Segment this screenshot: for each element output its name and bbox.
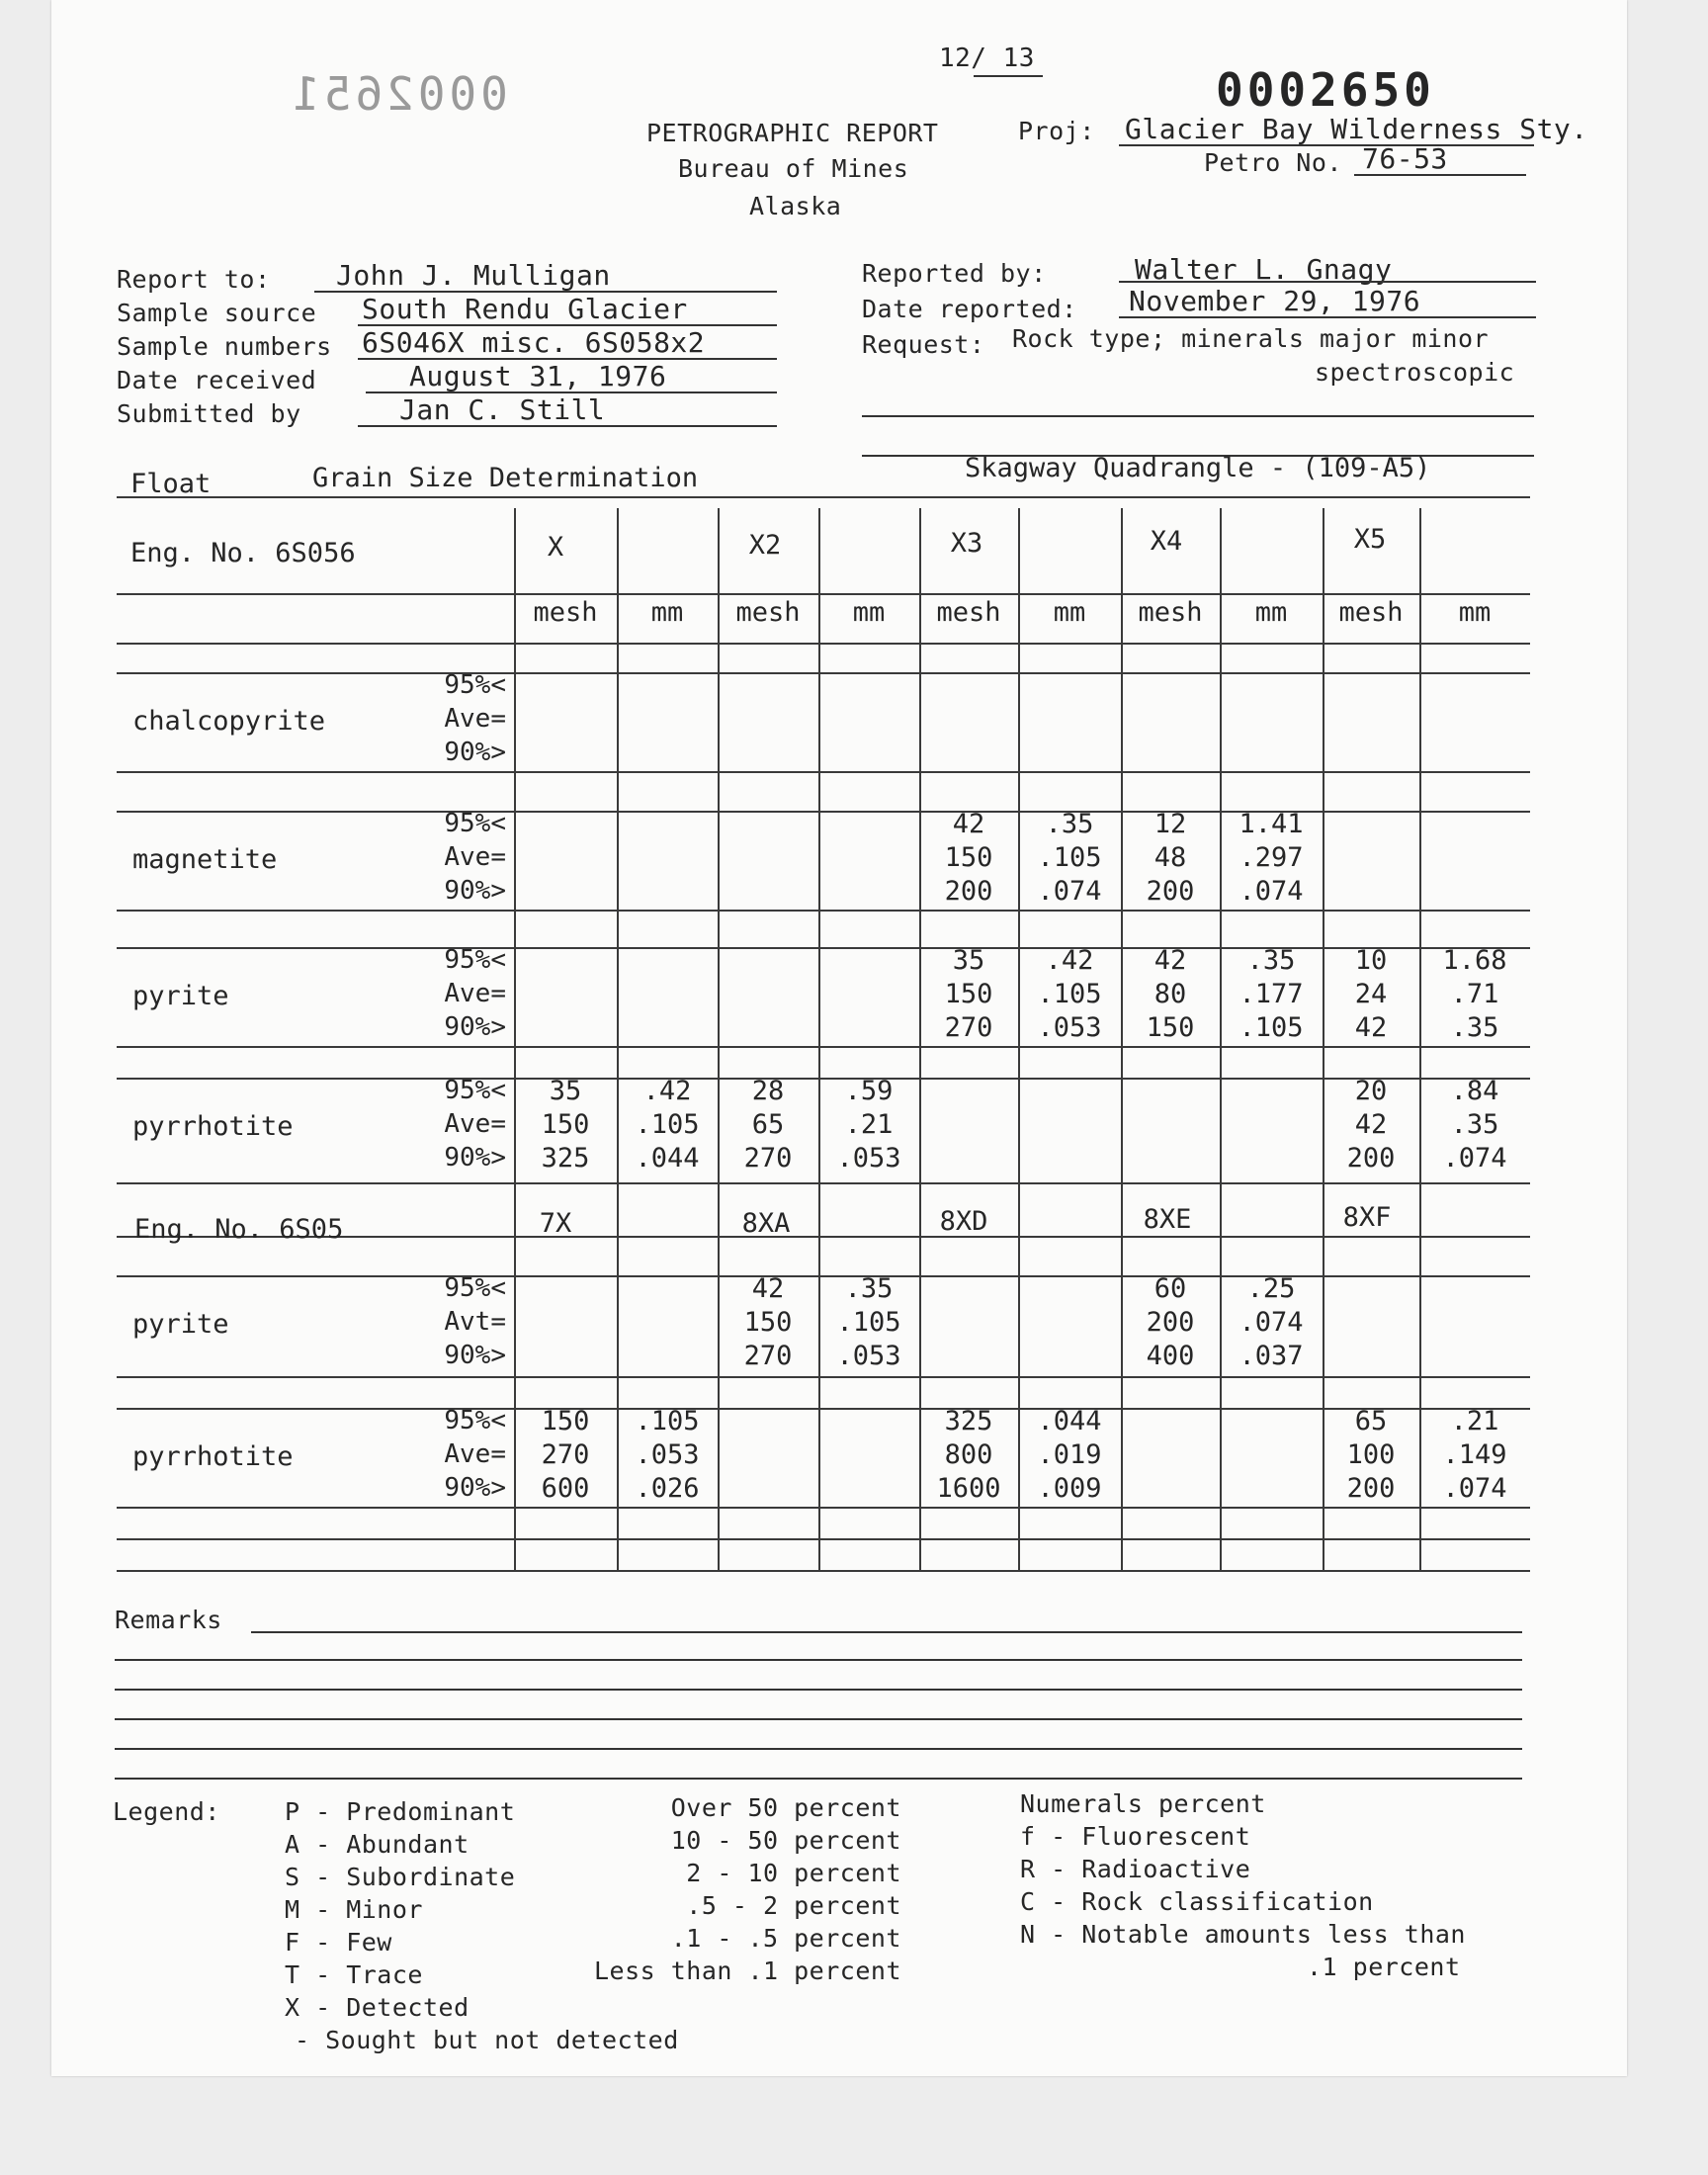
date-received-label: Date received — [117, 366, 317, 394]
stat-label: 95%< — [444, 1076, 506, 1105]
sample-x5: X5 — [1353, 524, 1387, 555]
grain-value: 150 — [743, 1307, 793, 1338]
grain-value: 200 — [1346, 1143, 1396, 1174]
legend-note: R - Radioactive — [1020, 1855, 1251, 1883]
legend-code: M - Minor — [285, 1895, 423, 1924]
grain-value: 270 — [541, 1439, 590, 1470]
grain-value: .037 — [1238, 1341, 1304, 1371]
request-line-2: spectroscopic — [1315, 358, 1515, 387]
submitted-by-underline — [358, 425, 777, 427]
grain-value: .71 — [1450, 979, 1499, 1009]
grain-value: 150 — [1146, 1012, 1195, 1043]
proj-underline — [1119, 144, 1534, 146]
sample-x4: X4 — [1150, 526, 1183, 557]
grid-row-line — [117, 593, 1530, 595]
grid-row-line — [117, 1507, 1530, 1509]
sample-8xa: 8XA — [741, 1208, 791, 1239]
grid-row-line — [117, 496, 1530, 498]
stat-label: 90%> — [444, 1473, 506, 1503]
grain-value: .074 — [1238, 876, 1304, 907]
unit-mm: mm — [1053, 597, 1086, 628]
grain-value: .35 — [844, 1273, 894, 1304]
grain-value: .074 — [1238, 1307, 1304, 1338]
sample-source-label: Sample source — [117, 299, 317, 327]
legend-code: P - Predominant — [285, 1797, 516, 1826]
petro-label: Petro No. — [1204, 148, 1342, 177]
grain-value: 65 — [1354, 1406, 1388, 1436]
stat-label: 95%< — [444, 945, 506, 975]
grain-value: 150 — [541, 1109, 590, 1140]
stat-label: 90%> — [444, 1143, 506, 1173]
grain-value: .105 — [1037, 979, 1102, 1009]
grain-value: 35 — [549, 1076, 582, 1106]
remarks-label: Remarks — [115, 1606, 222, 1634]
legend-percent: Over 50 percent — [670, 1793, 901, 1822]
stat-label: Ave= — [444, 979, 506, 1008]
grain-value: .105 — [635, 1109, 700, 1140]
unit-mesh: mesh — [936, 597, 1001, 628]
mineral-name: pyrrhotite — [132, 1441, 294, 1472]
legend-note: .1 percent — [1307, 1953, 1461, 1981]
grid-row-line — [117, 1046, 1530, 1048]
document-number: 0002650 — [1216, 63, 1435, 117]
grain-value: .105 — [635, 1406, 700, 1436]
grain-value: .297 — [1238, 842, 1304, 873]
petro-underline — [1354, 174, 1526, 176]
date-reported-label: Date reported: — [862, 295, 1077, 323]
grain-value: 42 — [1354, 1109, 1388, 1140]
grain-value: 42 — [1153, 945, 1187, 976]
grain-value: .105 — [836, 1307, 901, 1338]
grain-value: .074 — [1037, 876, 1102, 907]
remarks-line-3 — [115, 1689, 1522, 1691]
stat-label: 90%> — [444, 738, 506, 767]
remarks-line-6 — [115, 1778, 1522, 1780]
proj-value: Glacier Bay Wilderness Sty. — [1125, 113, 1588, 145]
date-reported-value: November 29, 1976 — [1129, 285, 1421, 317]
sample-source-value: South Rendu Glacier — [362, 293, 688, 325]
grain-value: 65 — [751, 1109, 785, 1140]
stat-label: Avt= — [444, 1307, 506, 1337]
remarks-line-5 — [115, 1748, 1522, 1750]
legend-code: - Sought but not detected — [295, 2026, 679, 2054]
request-line-1: Rock type; minerals major minor — [1012, 324, 1490, 353]
grain-value: 42 — [1354, 1012, 1388, 1043]
date-reported-underline — [1119, 316, 1536, 318]
mirrored-stamp: 0002651 — [289, 67, 508, 121]
stat-label: Ave= — [444, 1109, 506, 1139]
reported-by-value: Walter L. Gnagy — [1135, 253, 1393, 286]
grain-value: .019 — [1037, 1439, 1102, 1470]
remarks-line-2 — [115, 1659, 1522, 1661]
grain-value: 12 — [1153, 809, 1187, 839]
unit-mesh: mesh — [1338, 597, 1404, 628]
grain-value: .044 — [1037, 1406, 1102, 1436]
stat-label: Ave= — [444, 1439, 506, 1469]
date-received-value: August 31, 1976 — [409, 360, 667, 392]
legend-label: Legend: — [113, 1797, 220, 1826]
report-to-value: John J. Mulligan — [336, 259, 611, 292]
grain-value: 1.68 — [1442, 945, 1507, 976]
grid-col-line — [818, 508, 820, 1572]
page-number-underline — [974, 75, 1043, 77]
mineral-name: chalcopyrite — [132, 706, 326, 737]
legend-code: X - Detected — [285, 1993, 470, 2022]
grain-value: .21 — [1450, 1406, 1499, 1436]
mineral-name: pyrite — [132, 1309, 229, 1340]
submitted-by-label: Submitted by — [117, 399, 301, 428]
reported-by-underline — [1119, 281, 1536, 283]
grain-value: 42 — [952, 809, 985, 839]
grain-value: .59 — [844, 1076, 894, 1106]
grain-value: .044 — [635, 1143, 700, 1174]
grain-value: 270 — [944, 1012, 993, 1043]
grain-value: .42 — [1045, 945, 1094, 976]
report-title: PETROGRAPHIC REPORT — [646, 119, 939, 147]
grain-value: .053 — [836, 1143, 901, 1174]
legend-code: S - Subordinate — [285, 1863, 516, 1891]
legend-percent: 10 - 50 percent — [670, 1826, 901, 1855]
unit-mm: mm — [852, 597, 886, 628]
grain-value: 1600 — [936, 1473, 1001, 1504]
grain-value: 270 — [743, 1143, 793, 1174]
legend-percent: .1 - .5 percent — [670, 1924, 901, 1953]
quadrangle-label: Skagway Quadrangle - (109-A5) — [965, 453, 1431, 483]
grain-value: .026 — [635, 1473, 700, 1504]
grain-value: 400 — [1146, 1341, 1195, 1371]
grain-value: 60 — [1153, 1273, 1187, 1304]
sample-x: X — [547, 532, 564, 563]
grain-value: 150 — [944, 979, 993, 1009]
grain-value: .105 — [1037, 842, 1102, 873]
grain-value: 24 — [1354, 979, 1388, 1009]
grain-value: 200 — [1146, 1307, 1195, 1338]
sample-x3: X3 — [950, 528, 983, 559]
petro-value: 76-53 — [1362, 142, 1448, 175]
remarks-line-4 — [115, 1718, 1522, 1720]
grain-value: .177 — [1238, 979, 1304, 1009]
mineral-name: pyrrhotite — [132, 1111, 294, 1142]
stat-label: 90%> — [444, 1341, 506, 1370]
unit-mesh: mesh — [1138, 597, 1203, 628]
grain-value: .42 — [642, 1076, 692, 1106]
grid-row-line — [117, 1182, 1530, 1184]
grain-value: .25 — [1246, 1273, 1296, 1304]
submitted-by-value: Jan C. Still — [399, 393, 606, 426]
remarks-line-1 — [251, 1631, 1522, 1633]
unit-mm: mm — [650, 597, 684, 628]
sample-8xd: 8XD — [939, 1206, 988, 1237]
grain-value: 200 — [1346, 1473, 1396, 1504]
request-label: Request: — [862, 330, 985, 359]
stat-label: Ave= — [444, 704, 506, 734]
grain-value: .074 — [1442, 1143, 1507, 1174]
eng-no-1: Eng. No. 6S056 — [130, 538, 356, 568]
grain-value: .053 — [635, 1439, 700, 1470]
grain-value: 800 — [944, 1439, 993, 1470]
grain-value: 80 — [1153, 979, 1187, 1009]
grid-row-line — [117, 910, 1530, 912]
stat-label: 95%< — [444, 809, 506, 838]
report-to-label: Report to: — [117, 265, 271, 294]
grain-value: 325 — [944, 1406, 993, 1436]
grain-value: 200 — [1146, 876, 1195, 907]
stat-label: 95%< — [444, 1273, 506, 1303]
grain-value: 28 — [751, 1076, 785, 1106]
grain-value: .009 — [1037, 1473, 1102, 1504]
grain-value: .21 — [844, 1109, 894, 1140]
proj-label: Proj: — [1018, 117, 1095, 145]
legend-note: N - Notable amounts less than — [1020, 1920, 1466, 1949]
grain-value: 270 — [743, 1341, 793, 1371]
legend-code: F - Few — [285, 1928, 392, 1957]
legend-note: C - Rock classification — [1020, 1887, 1374, 1916]
grain-value: .074 — [1442, 1473, 1507, 1504]
mineral-name: pyrite — [132, 981, 229, 1011]
grain-value: 100 — [1346, 1439, 1396, 1470]
grid-row-line — [117, 643, 1530, 645]
grain-value: .35 — [1045, 809, 1094, 839]
grid-row-line — [117, 1570, 1530, 1572]
grain-value: 150 — [944, 842, 993, 873]
stat-label: 90%> — [444, 876, 506, 906]
grain-value: .35 — [1450, 1012, 1499, 1043]
stat-label: Ave= — [444, 842, 506, 872]
legend-percent: 2 - 10 percent — [686, 1859, 901, 1887]
grain-value: 35 — [952, 945, 985, 976]
float-label: Float — [130, 469, 212, 499]
grain-value: 600 — [541, 1473, 590, 1504]
grid-row-line — [117, 1538, 1530, 1540]
reported-by-label: Reported by: — [862, 259, 1047, 288]
stat-label: 95%< — [444, 670, 506, 700]
legend-note: f - Fluorescent — [1020, 1822, 1251, 1851]
grain-value: 48 — [1153, 842, 1187, 873]
grain-value: 1.41 — [1238, 809, 1304, 839]
grain-value: .149 — [1442, 1439, 1507, 1470]
legend-note: Numerals percent — [1020, 1789, 1266, 1818]
grain-value: 20 — [1354, 1076, 1388, 1106]
grid-row-line — [117, 1376, 1530, 1378]
legend-percent: .5 - 2 percent — [686, 1891, 901, 1920]
grain-value: .053 — [1037, 1012, 1102, 1043]
page-number: 12/ 13 — [939, 44, 1035, 73]
legend-code: T - Trace — [285, 1960, 423, 1989]
report-state: Alaska — [749, 192, 842, 220]
sample-numbers-label: Sample numbers — [117, 332, 332, 361]
grain-size-heading: Grain Size Determination — [312, 463, 699, 493]
grain-value: .35 — [1246, 945, 1296, 976]
grid-row-line — [117, 771, 1530, 773]
grain-value: .105 — [1238, 1012, 1304, 1043]
grain-value: .053 — [836, 1341, 901, 1371]
unit-mm: mm — [1458, 597, 1492, 628]
legend-percent: Less than .1 percent — [593, 1957, 901, 1985]
grain-value: 150 — [541, 1406, 590, 1436]
legend-code: A - Abundant — [285, 1830, 470, 1859]
grain-value: 325 — [541, 1143, 590, 1174]
mineral-name: magnetite — [132, 844, 278, 875]
sample-numbers-value: 6S046X misc. 6S058x2 — [362, 326, 706, 359]
eng-no-2: Eng. No. 6S05 — [134, 1214, 344, 1245]
grain-value: 42 — [751, 1273, 785, 1304]
sample-8xe: 8XE — [1143, 1204, 1192, 1235]
grid-col-line — [718, 508, 720, 1572]
unit-mesh: mesh — [533, 597, 598, 628]
report-bureau: Bureau of Mines — [678, 154, 909, 183]
stat-label: 90%> — [444, 1012, 506, 1042]
stat-label: 95%< — [444, 1406, 506, 1436]
grain-value: 200 — [944, 876, 993, 907]
grid-row-line — [117, 672, 1530, 674]
sample-8xf: 8XF — [1342, 1202, 1392, 1233]
grid-row-line — [117, 1408, 1530, 1410]
request-underline-1 — [862, 415, 1534, 417]
grain-value: .35 — [1450, 1109, 1499, 1140]
sample-x2: X2 — [748, 530, 782, 561]
sample-7x: 7X — [539, 1208, 572, 1239]
grain-value: 10 — [1354, 945, 1388, 976]
unit-mm: mm — [1254, 597, 1288, 628]
unit-mesh: mesh — [735, 597, 801, 628]
grain-value: .84 — [1450, 1076, 1499, 1106]
